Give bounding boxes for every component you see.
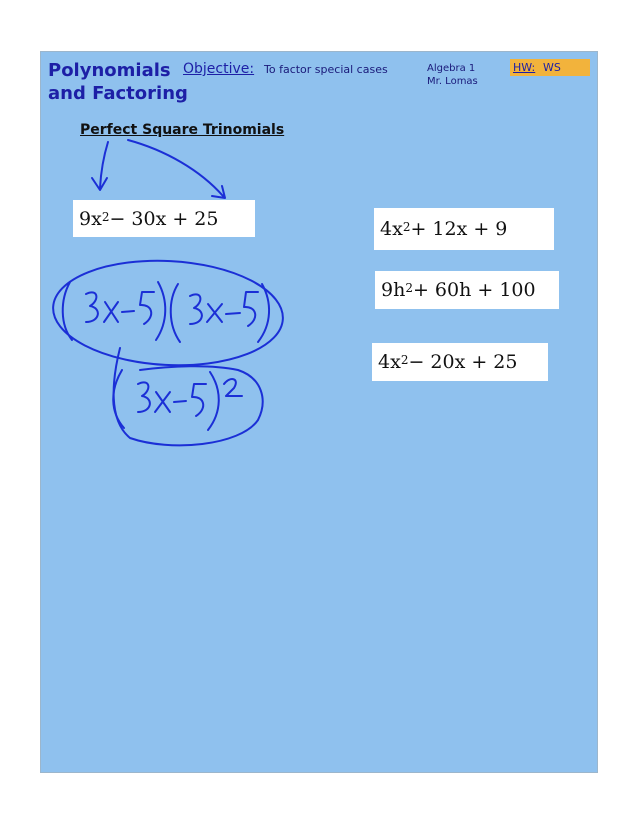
factored-form: [50, 255, 285, 371]
title-line-2: and Factoring: [48, 83, 188, 104]
right-arrow: [128, 140, 225, 198]
teacher-name: Mr. Lomas: [427, 76, 478, 87]
equation-4-rest: − 20x + 25: [408, 351, 518, 373]
equation-1-rest: − 30x + 25: [109, 207, 219, 230]
section-title: Perfect Square Trinomials: [80, 122, 285, 138]
equation-1-exp: 2: [101, 209, 110, 224]
left-arrow: [92, 142, 108, 190]
homework-label: HW:: [513, 61, 536, 74]
equation-3-exp: 2: [405, 281, 413, 295]
course-name: Algebra 1: [427, 63, 476, 74]
equation-2-coef: 4x: [380, 218, 403, 240]
equation-3-rest: + 60h + 100: [412, 279, 536, 301]
objective-text: To factor special cases: [264, 63, 388, 76]
objective-label: Objective:: [183, 61, 255, 77]
equation-3-coef: 9h: [381, 279, 406, 301]
equation-1-coef: 9x: [79, 207, 102, 230]
title-line-1: Polynomials: [48, 60, 171, 81]
equation-4-exp: 2: [400, 353, 409, 367]
equation-4-coef: 4x: [378, 351, 401, 373]
equation-2-rest: + 12x + 9: [410, 218, 508, 240]
equation-2-exp: 2: [402, 220, 411, 234]
homework-value: WS: [543, 61, 561, 74]
